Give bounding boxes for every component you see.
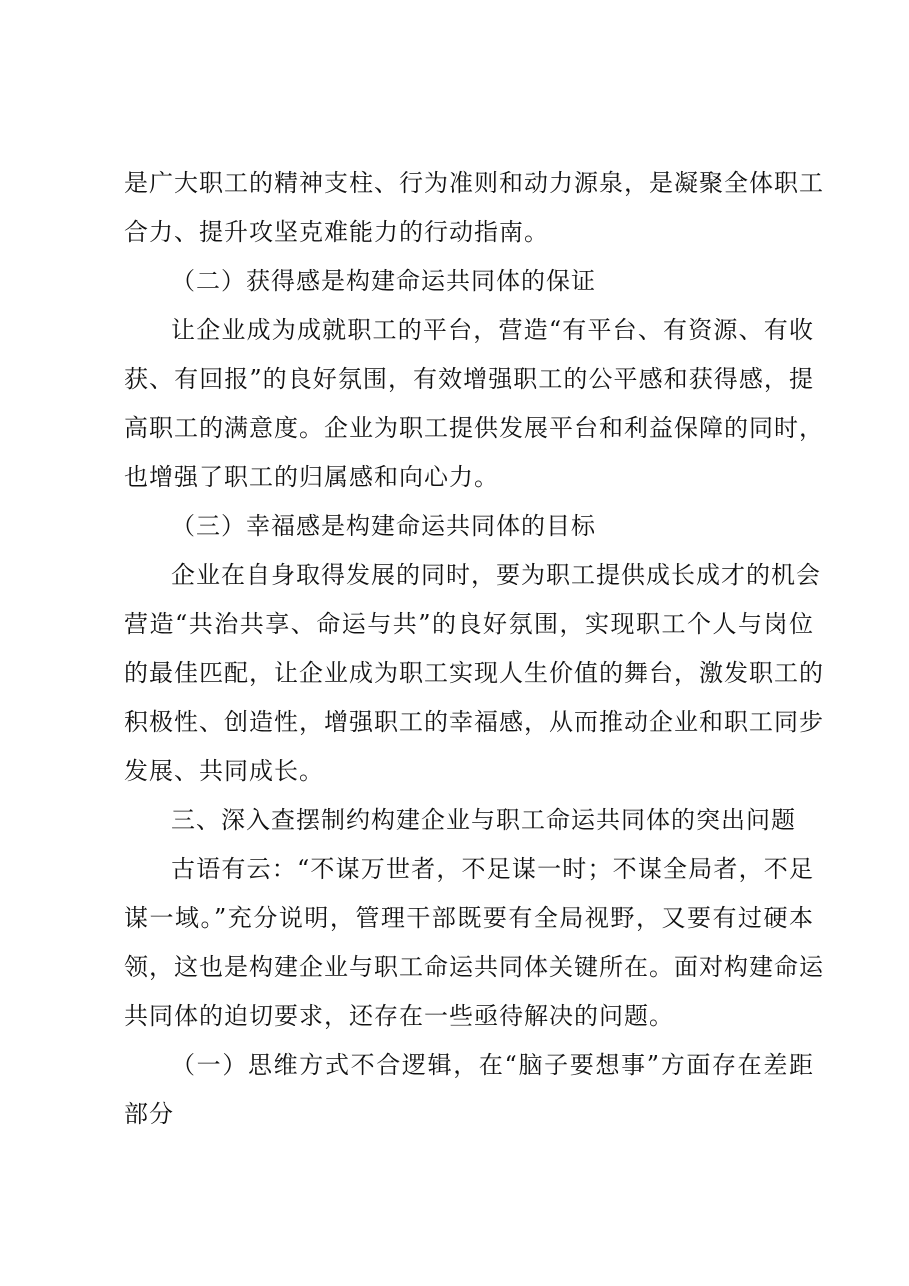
text-line-15: 古语有云：“不谋万世者，不足谋一时；不谋全局者，不足 (171, 855, 814, 883)
text-line-5: 获、有回报”的良好氛围，有效增强职工的公平感和获得感，提 (124, 365, 814, 393)
chapter-heading-3: 三、深入查摆制约构建企业与职工命运共同体的突出问题 (171, 806, 796, 834)
text-line-13: 发展、共同成长。 (124, 757, 324, 785)
section-heading-3: （三）幸福感是构建命运共同体的目标 (171, 512, 596, 540)
text-line-7: 也增强了职工的归属感和向心力。 (124, 463, 499, 491)
text-line-18: 共同体的迫切要求，还存在一些亟待解决的问题。 (124, 1002, 674, 1030)
text-line-6: 高职工的满意度。企业为职工提供发展平台和利益保障的同时， (124, 414, 824, 442)
text-line-11: 的最佳匹配，让企业成为职工实现人生价值的舞台，激发职工的 (124, 659, 824, 687)
text-line-16: 谋一域。”充分说明，管理干部既要有全局视野，又要有过硬本 (124, 904, 814, 932)
text-line-17: 领，这也是构建企业与职工命运共同体关键所在。面对构建命运 (124, 953, 824, 981)
section-heading-2: （二）获得感是构建命运共同体的保证 (171, 267, 596, 295)
text-line-9: 企业在自身取得发展的同时，要为职工提供成长成才的机会 (171, 561, 821, 589)
text-line-1: 是广大职工的精神支柱、行为准则和动力源泉，是凝聚全体职工 (124, 169, 824, 197)
section-heading-1: （一）思维方式不合逻辑，在“脑子要想事”方面存在差距 (171, 1051, 814, 1079)
text-line-10: 营造“共治共享、命运与共”的良好氛围，实现职工个人与岗位 (124, 610, 814, 638)
text-line-4: 让企业成为成就职工的平台，营造“有平台、有资源、有收 (171, 316, 814, 344)
text-line-20: 部分 (124, 1100, 174, 1128)
text-line-2: 合力、提升攻坚克难能力的行动指南。 (124, 218, 549, 246)
text-line-12: 积极性、创造性，增强职工的幸福感，从而推动企业和职工同步 (124, 708, 824, 736)
